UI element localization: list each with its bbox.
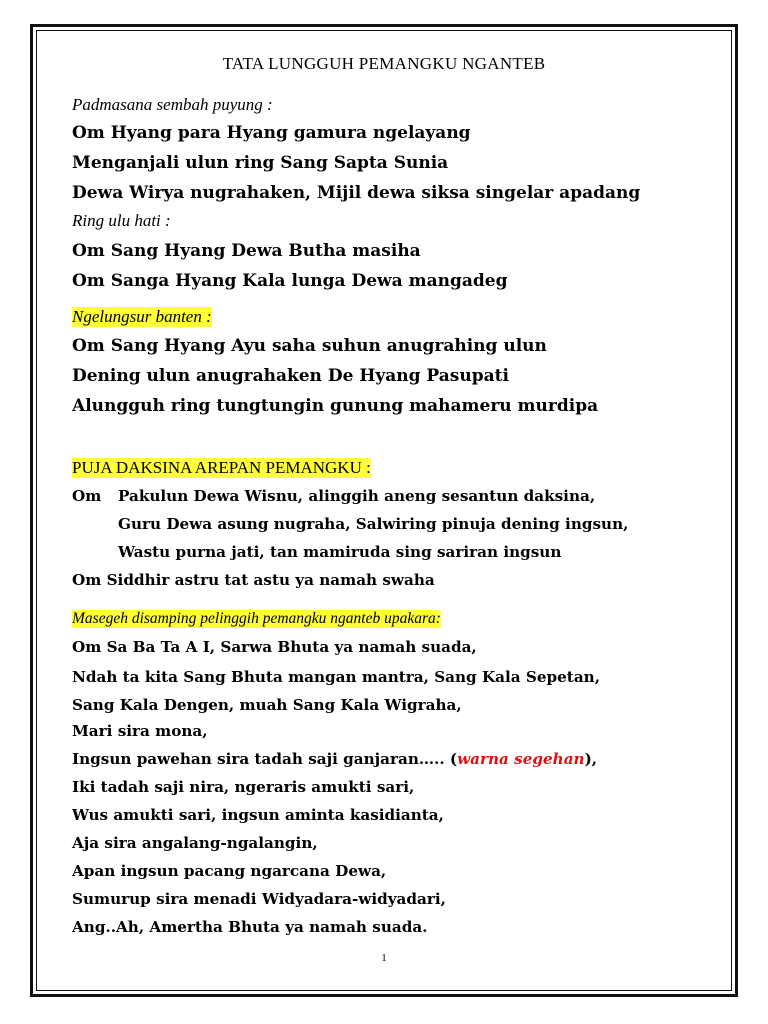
verse-text: Ingsun pawehan sira tadah saji ganjaran….. ( — [72, 750, 458, 768]
verse-line: Dewa Wirya nugrahaken, Mijil dewa siksa singelar apadang — [72, 183, 641, 203]
verse-line — [72, 750, 597, 768]
verse-line: Om Hyang para Hyang gamura ngelayang — [72, 123, 471, 143]
verse-line-indented: Guru Dewa asung nugraha, Salwiring pinuja dening ingsun, — [118, 515, 629, 533]
page-number: 1 — [381, 952, 387, 964]
verse-line: Dening ulun anugrahaken De Hyang Pasupati — [72, 366, 509, 386]
document-title: TATA LUNGGUH PEMANGKU NGANTEB — [222, 54, 546, 73]
section-heading-masegeh: Masegeh disamping pelinggih pemangku nganteb upakara: — [72, 610, 441, 627]
verse-line: Apan ingsun pacang ngarcana Dewa, — [72, 862, 387, 880]
section-heading-padmasana: Padmasana sembah puyung : — [72, 95, 273, 114]
verse-line: Om Sa Ba Ta A I, Sarwa Bhuta ya namah suada, — [72, 638, 477, 656]
verse-line: Wus amukti sari, ingsun aminta kasidianta, — [72, 806, 444, 824]
section-heading-puja-daksina: PUJA DAKSINA AREPAN PEMANGKU : — [72, 458, 371, 477]
verse-line: Om Sang Hyang Ayu saha suhun anugrahing ulun — [72, 336, 547, 356]
section-heading-ulu-hati: Ring ulu hati : — [72, 211, 171, 230]
verse-line: Sang Kala Dengen, muah Sang Kala Wigraha, — [72, 696, 462, 714]
verse-line — [72, 487, 595, 505]
verse-line: Om Sanga Hyang Kala lunga Dewa mangadeg — [72, 271, 508, 291]
verse-line-indented: Wastu purna jati, tan mamiruda sing sariran ingsun — [118, 543, 562, 561]
verse-line: Sumurup sira menadi Widyadara-widyadari, — [72, 890, 446, 908]
verse-line: Iki tadah saji nira, ngeraris amukti sari, — [72, 778, 415, 796]
verse-text: ), — [584, 750, 598, 768]
om-word: Om — [72, 487, 102, 505]
verse-line: Om Siddhir astru tat astu ya namah swaha — [72, 571, 435, 589]
verse-line: Ndah ta kita Sang Bhuta mangan mantra, Sang Kala Sepetan, — [72, 668, 600, 686]
warna-segehan-note: warna segehan — [457, 750, 585, 768]
verse-line: Menganjali ulun ring Sang Sapta Sunia — [72, 153, 449, 173]
verse-line: Mari sira mona, — [72, 722, 208, 740]
verse-line: Aja sira angalang-ngalangin, — [72, 834, 318, 852]
verse-line: Om Sang Hyang Dewa Butha masiha — [72, 241, 421, 261]
verse-line: Ang..Ah, Amertha Bhuta ya namah suada. — [72, 918, 428, 936]
verse-line: Alungguh ring tungtungin gunung mahameru murdipa — [72, 396, 599, 416]
section-heading-ngelungsur: Ngelungsur banten : — [72, 307, 212, 326]
verse-text: Pakulun Dewa Wisnu, alinggih aneng sesantun daksina, — [118, 487, 596, 505]
